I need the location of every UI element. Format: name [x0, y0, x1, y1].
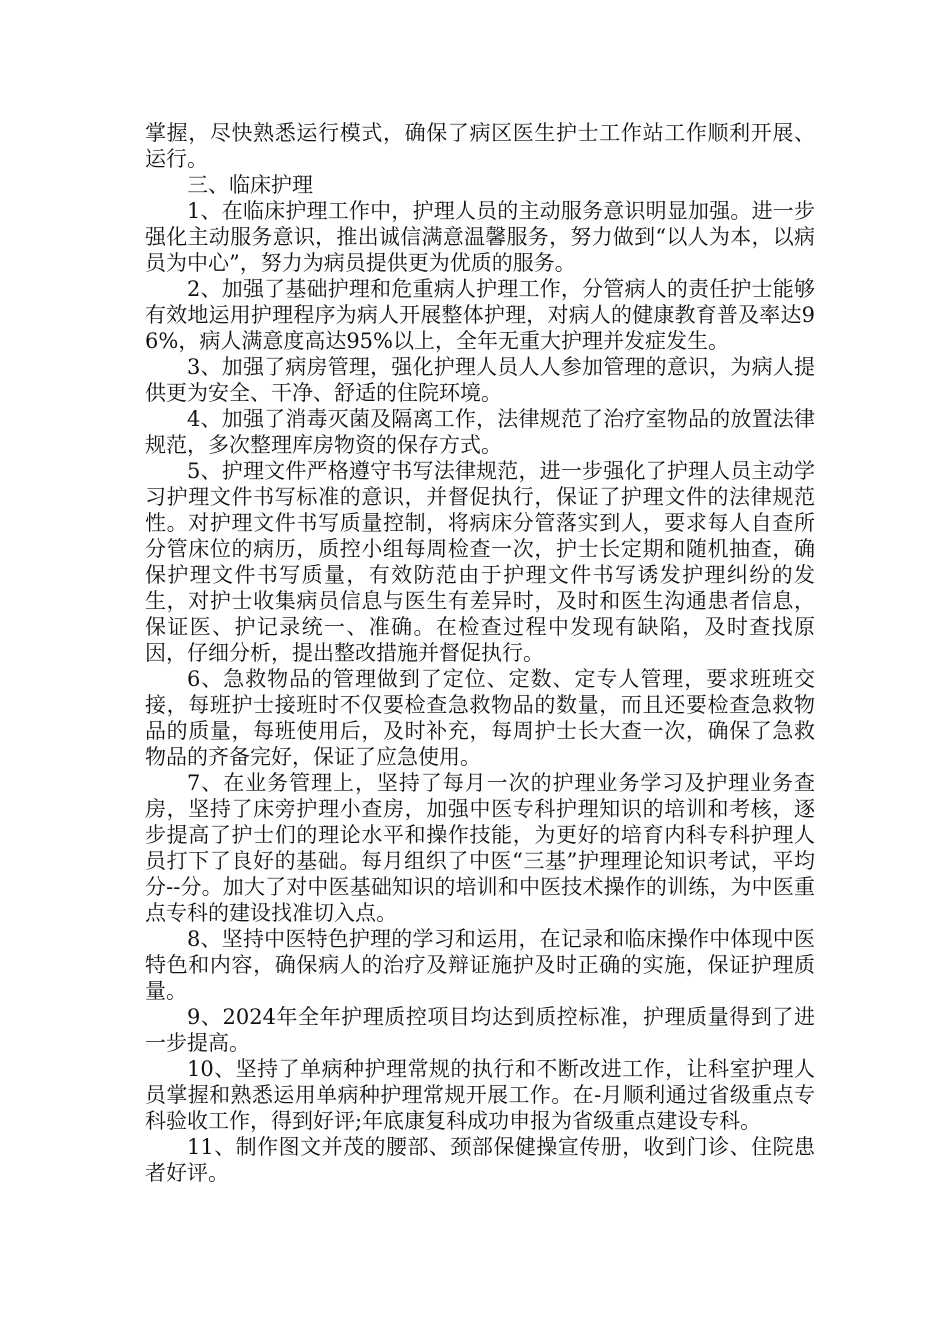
- list-item-7: 7、在业务管理上，坚持了每月一次的护理业务学习及护理业务查房，坚持了床旁护理小查房，加强中医专科护理知识的培训和考核，逐步提高了护士们的理论水平和操作技能，为更好的培育内科专科护理人员打下了良好的基础。每月组织了中医“三基”护理理论知识考试，平均分--分。加大了对中医基础知识的培训和中医技术操作的训练，为中医重点专科的建设找准切入点。: [145, 771, 815, 925]
- list-item-3: 3、加强了病房管理，强化护理人员人人参加管理的意识，为病人提供更为安全、干净、舒适的住院环境。: [145, 355, 815, 405]
- section-heading: 三、临床护理: [187, 173, 313, 197]
- list-item-11: 11、制作图文并茂的腰部、颈部保健操宣传册，收到门诊、住院患者好评。: [145, 1135, 815, 1185]
- list-item-6: 6、急救物品的管理做到了定位、定数、定专人管理，要求班班交接，每班护士接班时不仅要检查急救物品的数量，而且还要检查急救物品的质量，每班使用后，及时补充，每周护士长大查一次，确保了急救物品的齐备完好，保证了应急使用。: [145, 667, 815, 769]
- continuation-paragraph: 掌握，尽快熟悉运行模式，确保了病区医生护士工作站工作顺利开展、运行。: [145, 121, 815, 171]
- document-body: [145, 120, 815, 1186]
- list-item-5: 5、护理文件严格遵守书写法律规范，进一步强化了护理人员主动学习护理文件书写标准的意识，并督促执行，保证了护理文件的法律规范性。对护理文件书写质量控制，将病床分管落实到人，要求每人自查所分管床位的病历，质控小组每周检查一次，护士长定期和随机抽查，确保护理文件书写质量，有效防范由于护理文件书写诱发护理纠纷的发生，对护士收集病员信息与医生有差异时，及时和医生沟通患者信息，保证医、护记录统一、准确。在检查过程中发现有缺陷，及时查找原因，仔细分析，提出整改措施并督促执行。: [145, 459, 815, 665]
- list-item-2: 2、加强了基础护理和危重病人护理工作，分管病人的责任护士能够有效地运用护理程序为病人开展整体护理，对病人的健康教育普及率达96%，病人满意度高达95%以上，全年无重大护理并发症发生。: [145, 277, 815, 353]
- list-item-10: 10、坚持了单病种护理常规的执行和不断改进工作，让科室护理人员掌握和熟悉运用单病种护理常规开展工作。在-月顺利通过省级重点专科验收工作，得到好评;年底康复科成功申报为省级重点建设专科。: [145, 1057, 815, 1133]
- list-item-9: 9、2024年全年护理质控项目均达到质控标准，护理质量得到了进一步提高。: [145, 1005, 815, 1055]
- list-item-4: 4、加强了消毒灭菌及隔离工作，法律规范了治疗室物品的放置法律规范，多次整理库房物资的保存方式。: [145, 407, 815, 457]
- list-item-1: 1、在临床护理工作中，护理人员的主动服务意识明显加强。进一步强化主动服务意识，推出诚信满意温馨服务，努力做到“以人为本，以病员为中心”，努力为病员提供更为优质的服务。: [145, 199, 815, 275]
- list-item-8: 8、坚持中医特色护理的学习和运用，在记录和临床操作中体现中医特色和内容，确保病人的治疗及辩证施护及时正确的实施，保证护理质量。: [145, 927, 815, 1003]
